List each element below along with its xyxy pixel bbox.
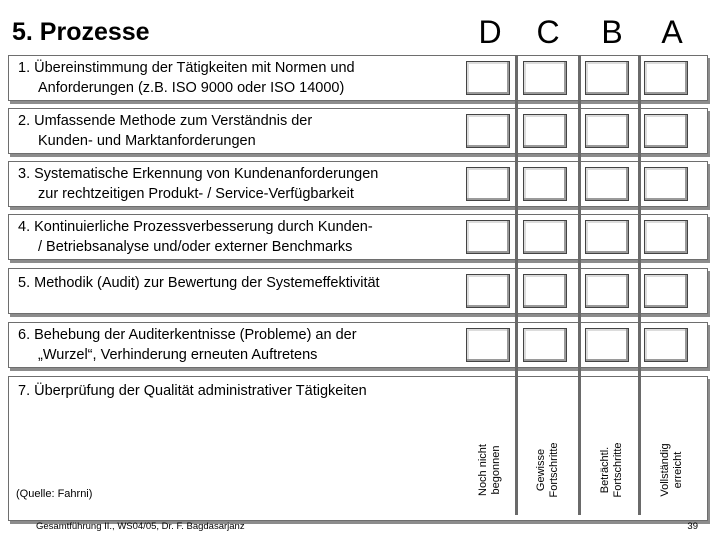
column-letter-b: B [601, 14, 623, 50]
criterion-text-1 [18, 58, 458, 98]
source-note: (Quelle: Fahrni) [16, 488, 93, 500]
page-title: 5. Prozesse [12, 18, 150, 46]
rating-box-row3-d[interactable] [466, 167, 510, 201]
criterion-text-2 [18, 111, 458, 151]
column-label-c [528, 425, 568, 515]
column-label-d [470, 425, 510, 515]
rating-box-row2-c[interactable] [523, 114, 567, 148]
criterion-text-6 [18, 325, 458, 365]
criterion-text-5 [18, 273, 458, 293]
rating-box-row5-b[interactable] [585, 274, 629, 308]
column-label-line-1: Noch nicht [477, 444, 489, 496]
criterion-line-1: 1. Übereinstimmung der Tätigkeiten mit Normen und [18, 60, 355, 76]
criterion-line-1: 2. Umfassende Methode zum Verständnis der [18, 113, 313, 129]
rating-box-row6-c[interactable] [523, 328, 567, 362]
criterion-line-2: Anforderungen (z.B. ISO 9000 oder ISO 14000) [38, 80, 345, 96]
rating-box-row6-d[interactable] [466, 328, 510, 362]
criterion-line-2: zur rechtzeitigen Produkt- / Service-Verfügbarkeit [38, 186, 354, 202]
column-separator-1 [515, 55, 518, 515]
column-label-line-1: Vollständig [659, 443, 671, 497]
rating-box-row1-a[interactable] [644, 61, 688, 95]
criterion-line-1: 5. Methodik (Audit) zur Bewertung der Systemeffektivität [18, 275, 380, 291]
criterion-line-1: 3. Systematische Erkennung von Kundenanforderungen [18, 166, 379, 182]
criterion-line-2: „Wurzel“, Verhinderung erneuten Auftretens [38, 347, 318, 363]
rating-box-row2-b[interactable] [585, 114, 629, 148]
criterion-line-1: 7. Überprüfung der Qualität administrativer Tätigkeiten [18, 383, 367, 399]
rating-box-row4-b[interactable] [585, 220, 629, 254]
rating-box-row3-a[interactable] [644, 167, 688, 201]
footer-text: Gesamtführung II., WS04/05, Dr. F. Bagdasarjanz [36, 521, 245, 532]
column-label-line-2: begonnen [490, 445, 502, 495]
column-letter-a: A [661, 14, 683, 50]
criterion-line-1: 6. Behebung der Auditerkentnisse (Probleme) an der [18, 327, 357, 343]
rating-box-row4-d[interactable] [466, 220, 510, 254]
column-label-a [652, 425, 692, 515]
column-separator-2 [578, 55, 581, 515]
column-label-line-1: Gewisse [535, 448, 547, 492]
rating-box-row6-b[interactable] [585, 328, 629, 362]
rating-box-row4-a[interactable] [644, 220, 688, 254]
rating-box-row2-d[interactable] [466, 114, 510, 148]
rating-box-row1-b[interactable] [585, 61, 629, 95]
column-label-line-2: Fortschritte [548, 442, 560, 498]
column-letter-c: C [536, 14, 560, 50]
rating-box-row2-a[interactable] [644, 114, 688, 148]
criterion-line-1: 4. Kontinuierliche Prozessverbesserung durch Kunden- [18, 219, 373, 235]
criterion-text-4 [18, 217, 458, 257]
rating-box-row6-a[interactable] [644, 328, 688, 362]
rating-box-row1-c[interactable] [523, 61, 567, 95]
criterion-line-2: Kunden- und Marktanforderungen [38, 133, 256, 149]
rating-box-row5-a[interactable] [644, 274, 688, 308]
rating-box-row5-d[interactable] [466, 274, 510, 308]
criterion-text-3 [18, 164, 458, 204]
criterion-line-2: / Betriebsanalyse und/oder externer Benchmarks [38, 239, 353, 255]
rating-box-row1-d[interactable] [466, 61, 510, 95]
column-label-line-2: Fortschritte [612, 442, 624, 498]
rating-box-row3-c[interactable] [523, 167, 567, 201]
rating-box-row3-b[interactable] [585, 167, 629, 201]
rating-box-row4-c[interactable] [523, 220, 567, 254]
criterion-text-7 [18, 381, 458, 401]
rating-box-row5-c[interactable] [523, 274, 567, 308]
column-label-line-2: erreicht [672, 451, 684, 489]
column-letter-d: D [478, 14, 502, 50]
column-label-line-1: Beträchtl. [599, 446, 611, 494]
column-label-b [592, 425, 632, 515]
column-separator-3 [638, 55, 641, 515]
page-number: 39 [687, 521, 698, 532]
